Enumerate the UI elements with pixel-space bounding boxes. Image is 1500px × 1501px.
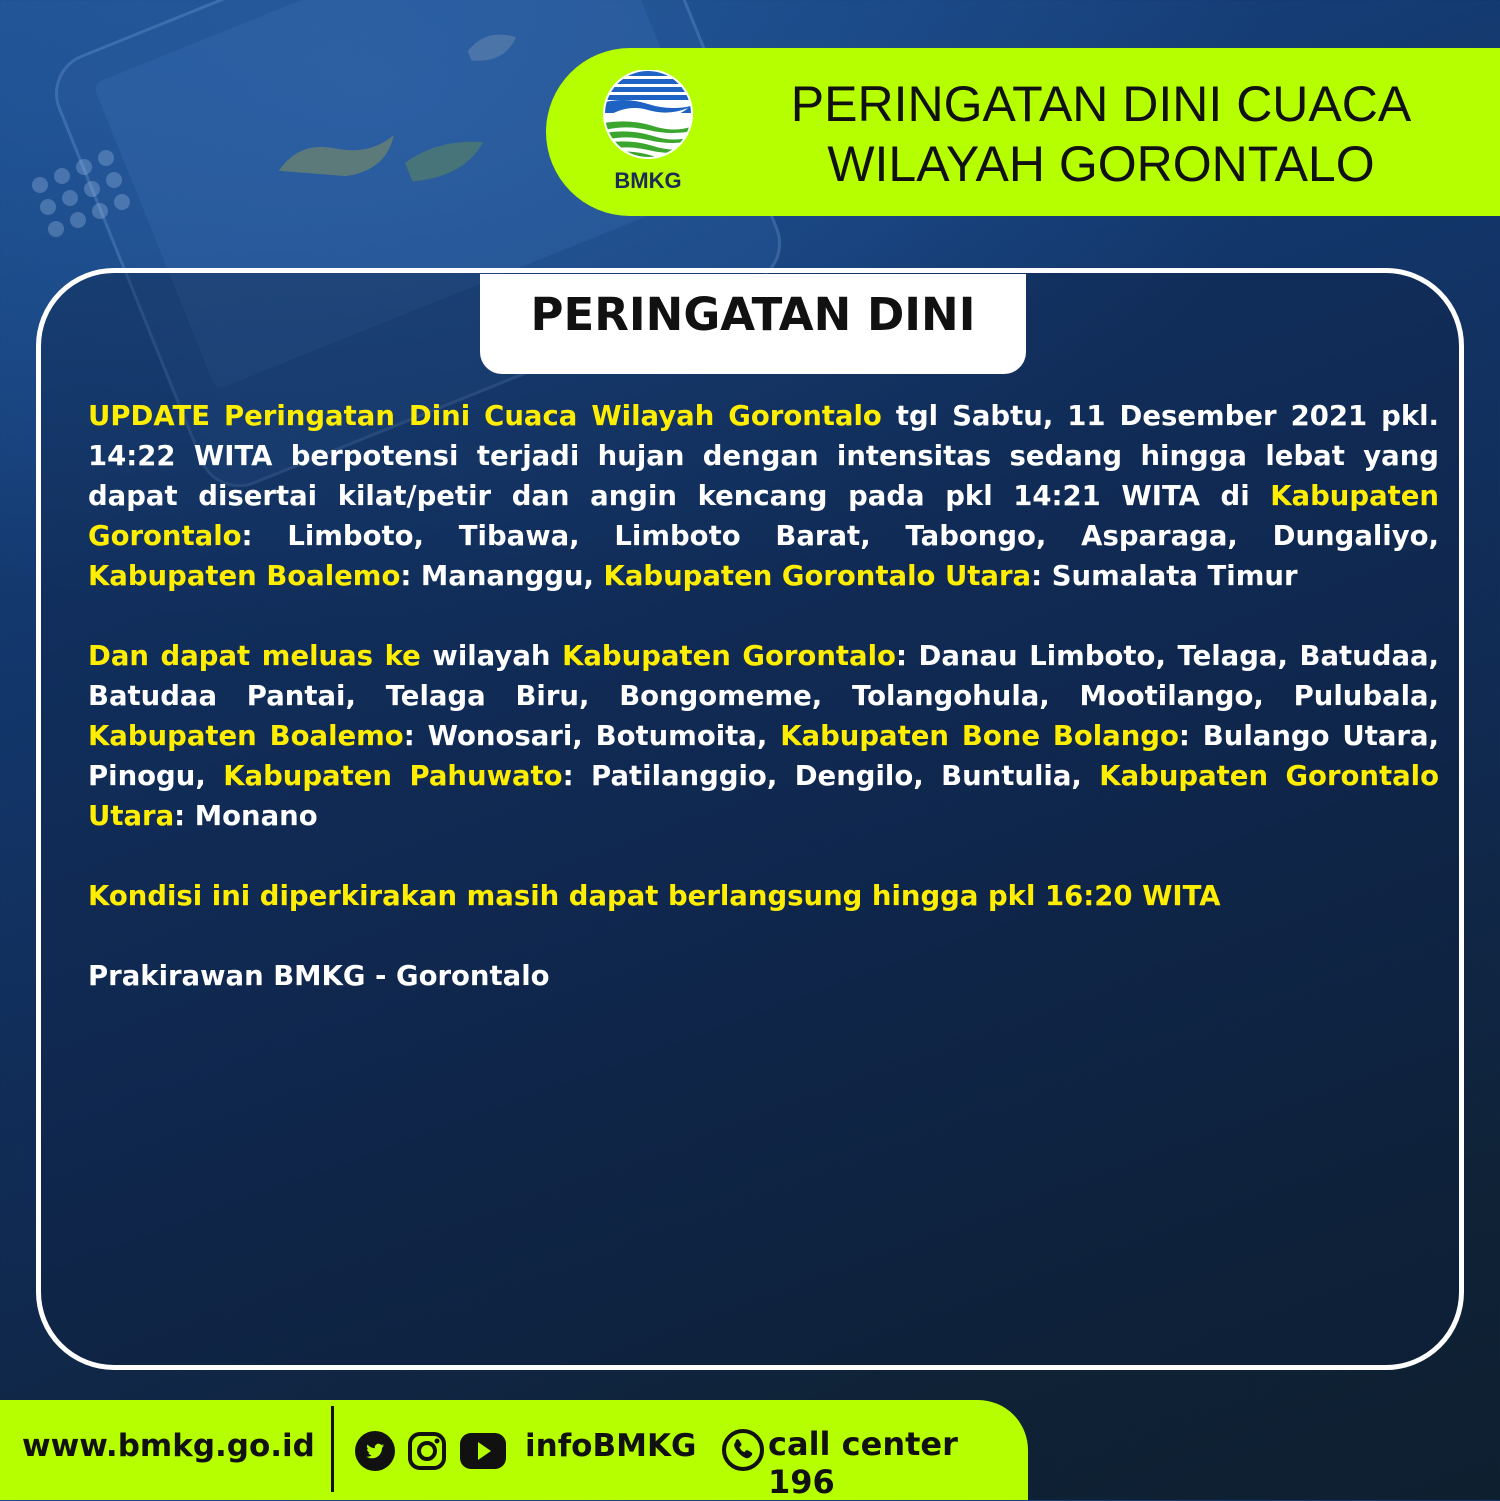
header-banner [546, 48, 1500, 216]
warning-text-run: Prakirawan BMKG - Gorontalo [88, 960, 550, 992]
panel-tab [480, 274, 1026, 374]
highlighted-text: Kondisi ini diperkirakan masih dapat berlangsung hingga pkl 16:20 WITA [88, 880, 1221, 912]
warning-text-run: tgl Sabtu, 11 Desember 2021 pkl. 14:22 WITA berpotensi terjadi hujan dengan intensitas sedang hingga lebat yang dapat disertai kilat/petir dan angin kencang pada pkl 14:21 WITA di [88, 400, 1439, 512]
highlighted-text: Dan dapat meluas ke [88, 640, 421, 672]
footer-bar [0, 1400, 1028, 1500]
highlighted-text: Kabupaten Pahuwato [223, 760, 563, 792]
highlighted-text: UPDATE Peringatan Dini Cuaca Wilayah Gorontalo [88, 400, 882, 432]
highlighted-text: Kabupaten Boalemo [88, 720, 404, 752]
warning-paragraph-signature [88, 956, 1439, 996]
warning-paragraph-duration [88, 876, 1439, 916]
website-link[interactable]: www.bmkg.go.id [22, 1428, 315, 1464]
call-center-number[interactable]: call center 196 [768, 1425, 958, 1501]
warning-text-run: : Mananggu, [400, 560, 604, 592]
warning-text-run: wilayah [420, 640, 563, 672]
logo-text: BMKG [614, 168, 682, 193]
header-title [758, 74, 1444, 194]
warning-text-run: : Bulango Utara, Pinogu, [88, 720, 1439, 792]
warning-paragraph-expansion [88, 636, 1439, 836]
highlighted-text: Kabupaten Bone Bolango [780, 720, 1179, 752]
highlighted-text: Kabupaten Gorontalo Utara [88, 760, 1440, 832]
highlighted-text: Kabupaten Gorontalo [88, 480, 1439, 552]
warning-text-run: : Monano [174, 800, 318, 832]
warning-text-run: : Limboto, Tibawa, Limboto Barat, Tabongo, Asparaga, Dungaliyo, [241, 520, 1439, 552]
warning-text-run: : Danau Limboto, Telaga, Batudaa, Batudaa Pantai, Telaga Biru, Bongomeme, Tolangohula, Mootilango, Pulubala, [88, 640, 1439, 712]
instagram-icon[interactable] [407, 1431, 447, 1471]
highlighted-text: Kabupaten Boalemo [88, 560, 401, 592]
bmkg-logo-icon [598, 70, 698, 170]
highlighted-text: Kabupaten Gorontalo [562, 640, 896, 672]
youtube-icon[interactable] [460, 1433, 506, 1469]
warning-text-run: : Sumalata Timur [1031, 560, 1298, 592]
social-handle[interactable]: infoBMKG [525, 1428, 697, 1464]
phone-icon [722, 1429, 764, 1471]
header-title-line1: PERINGATAN DINI CUACA [790, 76, 1412, 132]
warning-text [88, 396, 1439, 1036]
panel-tab-title: PERINGATAN DINI [530, 288, 976, 341]
highlighted-text: Kabupaten Gorontalo Utara [603, 560, 1032, 592]
footer-divider [331, 1406, 334, 1492]
twitter-icon[interactable] [355, 1431, 395, 1471]
warning-text-run: : Wonosari, Botumoita, [403, 720, 781, 752]
warning-paragraph-update [88, 396, 1439, 596]
bmkg-logo [598, 70, 698, 195]
header-title-line2: WILAYAH GORONTALO [827, 136, 1375, 192]
warning-text-run: : Patilanggio, Dengilo, Buntulia, [562, 760, 1100, 792]
